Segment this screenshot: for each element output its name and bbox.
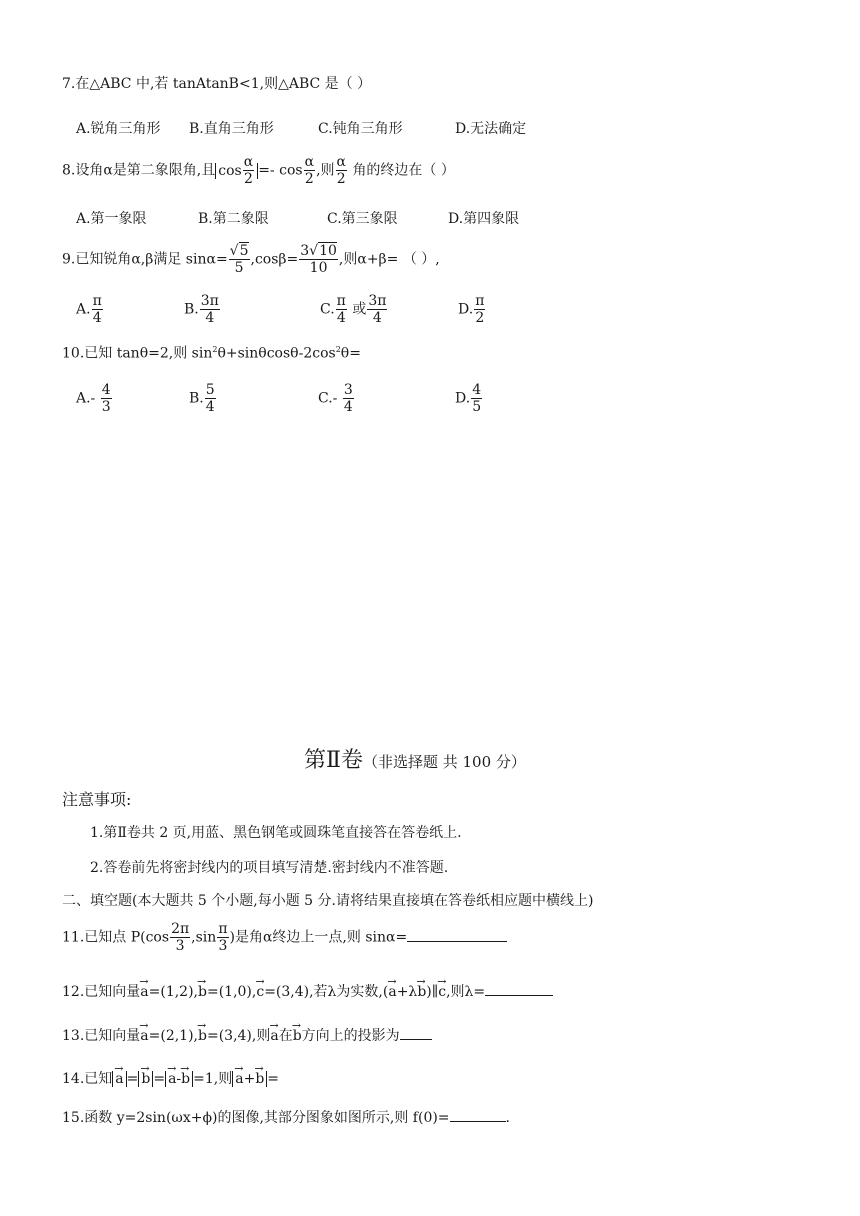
3sqrt10-over-10: $\frac{3√10}{10}$ xyxy=(300,243,337,276)
vector-a: → a xyxy=(115,1072,123,1086)
notice-item-2: 2.答卷前先将密封线内的项目填写清楚.密封线内不准答题. xyxy=(90,860,449,876)
q8-option-a: A.第一象限 xyxy=(76,211,147,227)
q11-stem: 11.已知点 P(cos $\frac{2\pi}{3}$ ,sin $\frac{\pi}{3}$ )是角α终边上一点,则 sinα= xyxy=(62,922,507,953)
q8-option-c: C.第三象限 xyxy=(327,211,398,227)
half-alpha-fraction: $\frac{\alpha}{2}$ xyxy=(304,154,315,187)
vector-b: → b xyxy=(141,1072,150,1086)
q10-stem: 10.已知 tanθ=2,则 $\sin^2\theta+\sin\theta\cos\theta-2\cos^2\theta=$ xyxy=(62,345,361,362)
vector-c: → c xyxy=(256,985,264,999)
q8-option-d: D.第四象限 xyxy=(448,211,520,227)
q9-stem: 9.已知锐角α,β满足 sinα= $\frac{√5}{5}$ ,cosβ= $\frac{3√10}{10}$ ,则α+β= （ ）, xyxy=(62,243,440,276)
half-alpha-fraction: $\frac{\alpha}{2}$ xyxy=(336,154,346,187)
q9-option-c: C. $\frac{\pi}{4}$ 或 $\frac{3\pi}{4}$ xyxy=(320,293,387,326)
q9-option-a: A. $\frac{\pi}{4}$ xyxy=(76,293,102,326)
q8-option-b: B.第二象限 xyxy=(198,211,269,227)
q7-option-b: B.直角三角形 xyxy=(189,121,274,137)
q9-option-d: D. $\frac{\pi}{2}$ xyxy=(458,293,485,326)
vector-a: → a xyxy=(235,1072,243,1086)
vector-b: → b xyxy=(293,1029,302,1043)
sqrt5-over-5: $\frac{√5}{5}$ xyxy=(229,243,249,276)
q8-stem: 8.设角α是第二象限角,且 cos $\frac{\alpha}{2}$ =- cos $\frac{\alpha}{2}$ ,则 $\frac{\alpha}{2}$ 角的终边在（ ） xyxy=(62,154,455,187)
part2-title: 第Ⅱ卷（非选择题 共 100 分） xyxy=(304,748,526,773)
q10-option-d: D. $\frac{4}{5}$ xyxy=(455,382,482,415)
vector-b: → b xyxy=(417,985,426,999)
vector-a: → a xyxy=(140,985,148,999)
q14-stem: 14.已知→ a =→ b =→ a-→ b =1,则→ a+→ b = xyxy=(62,1072,279,1086)
abs-cos-half-alpha: cos $\frac{\alpha}{2}$ xyxy=(215,163,258,179)
q9-option-b: B. $\frac{3\pi}{4}$ xyxy=(184,293,219,326)
vector-b: → b xyxy=(255,1072,264,1086)
vector-a: → a xyxy=(388,985,396,999)
vector-b: → b xyxy=(198,1029,207,1043)
answer-blank xyxy=(407,929,507,942)
q7-option-a: A.锐角三角形 xyxy=(76,121,161,137)
section-heading: 二、填空题(本大题共 5 个小题,每小题 5 分.请将结果直接填在答卷纸相应题中横线上) xyxy=(62,893,594,909)
q10-option-b: B. $\frac{5}{4}$ xyxy=(189,382,215,415)
q10-option-c: C.- $\frac{3}{4}$ xyxy=(318,382,353,415)
vector-b: → b xyxy=(181,1072,190,1086)
q12-stem: 12.已知向量→ a=(1,2),→ b=(1,0),→ c=(3,4),若λ为实数,(→ a+λ→ b)∥→ c,则λ= xyxy=(62,983,553,999)
vector-a: → a xyxy=(270,1029,278,1043)
answer-blank xyxy=(450,1109,506,1122)
vector-b: → b xyxy=(198,985,207,999)
q15-stem: 15.函数 y=2sin(ωx+ϕ)的图像,其部分图象如图所示,则 f(0)= . xyxy=(62,1110,510,1126)
answer-blank xyxy=(400,1027,432,1040)
q10-option-a: A.- $\frac{4}{3}$ xyxy=(76,382,111,415)
notice-heading: 注意事项: xyxy=(62,790,132,809)
q7-option-c: C.钝角三角形 xyxy=(318,121,403,137)
vector-a: → a xyxy=(140,1029,148,1043)
q7-option-d: D.无法确定 xyxy=(455,121,527,137)
notice-item-1: 1.第Ⅱ卷共 2 页,用蓝、黑色钢笔或圆珠笔直接答在答卷纸上. xyxy=(90,825,462,841)
q7-stem: 7.在△ABC 中,若 tanAtanB<1,则△ABC 是（ ） xyxy=(62,76,372,92)
vector-a: → a xyxy=(168,1072,176,1086)
answer-blank xyxy=(485,983,553,996)
q13-stem: 13.已知向量→ a=(2,1),→ b=(3,4),则→ a在→ b方向上的投影为 xyxy=(62,1027,432,1043)
vector-c: → c xyxy=(438,985,446,999)
